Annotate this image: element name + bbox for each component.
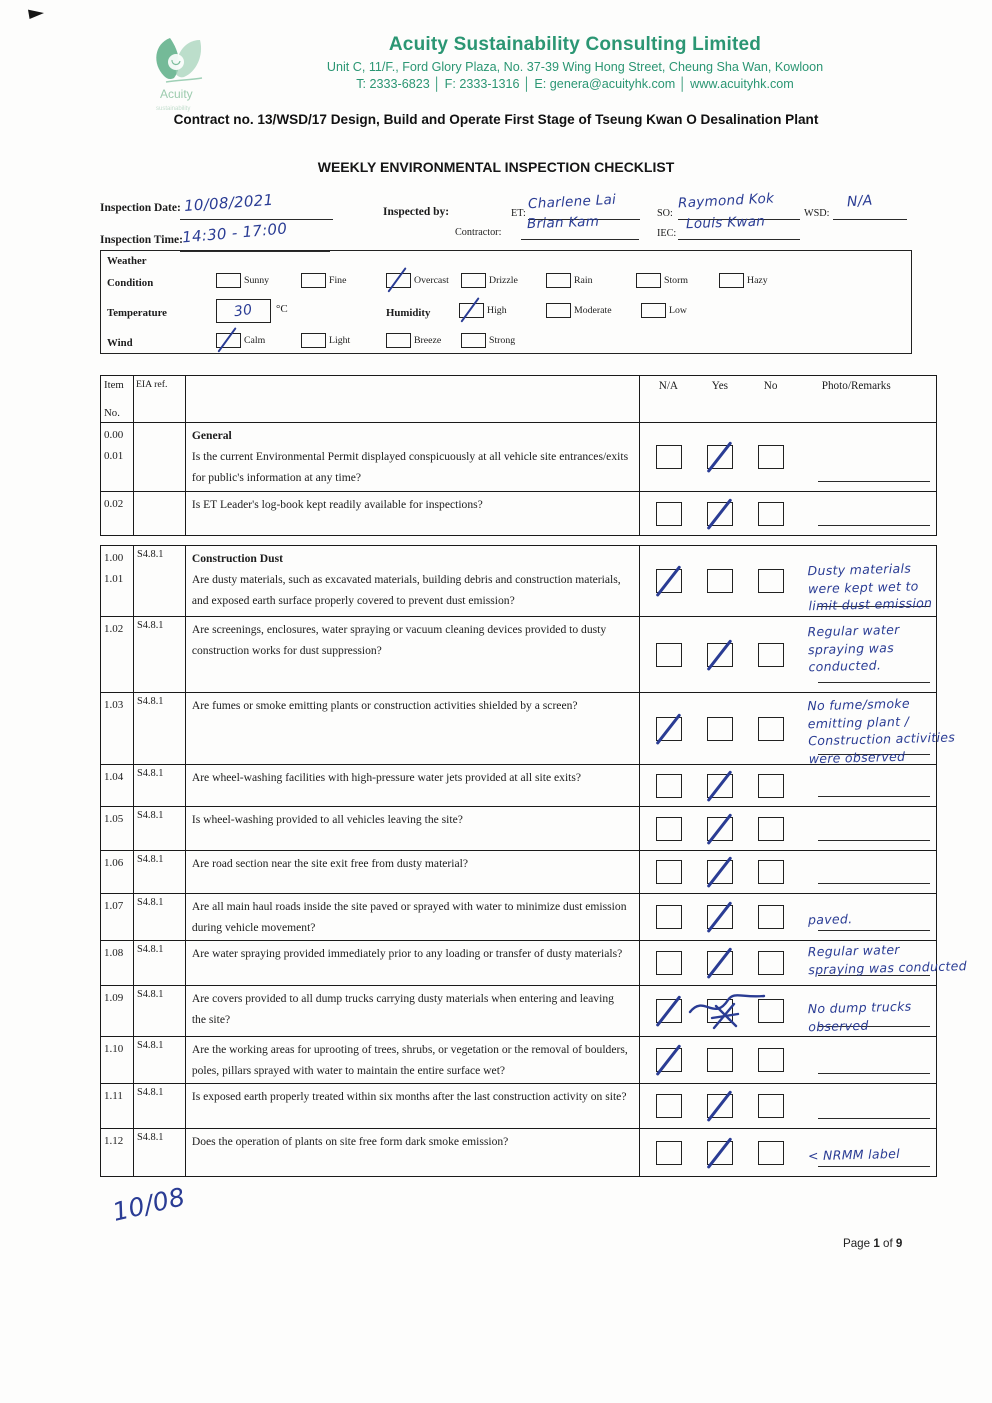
table-row bbox=[101, 616, 936, 692]
remark-line[interactable] bbox=[818, 796, 930, 797]
page-number bbox=[843, 1237, 902, 1250]
contractor-field[interactable] bbox=[521, 214, 639, 240]
question-text: Are all main haul roads inside the site paved or sprayed with water to minimize dust emission during vehicle movement? bbox=[191, 900, 627, 934]
na-checkbox[interactable] bbox=[656, 502, 682, 526]
humidity-checkbox-high[interactable] bbox=[459, 303, 484, 318]
no-checkbox[interactable] bbox=[758, 1094, 784, 1118]
yes-checkbox[interactable] bbox=[707, 1094, 733, 1118]
question-text: Is exposed earth properly treated within six months after the last construction activity on site? bbox=[191, 1090, 627, 1103]
condition-checkbox-overcast[interactable] bbox=[386, 273, 411, 288]
table-row bbox=[101, 546, 936, 616]
remark-line[interactable] bbox=[818, 840, 930, 841]
condition-option bbox=[301, 273, 346, 288]
handwritten-remark: Dusty materials were kept wet to limit dust emission bbox=[807, 560, 933, 614]
checklist-table-construction-dust bbox=[100, 545, 967, 1177]
condition-option-label: Drizzle bbox=[489, 275, 518, 286]
wind-checkbox-breeze[interactable] bbox=[386, 333, 411, 348]
description-cell bbox=[186, 1129, 640, 1176]
item-no: 1.09 bbox=[104, 992, 124, 1004]
eia-ref-cell: S4.8.1 bbox=[134, 617, 186, 692]
na-checkbox[interactable] bbox=[656, 1048, 682, 1072]
na-checkbox[interactable] bbox=[656, 817, 682, 841]
humidity-option bbox=[641, 303, 687, 318]
temperature-input[interactable] bbox=[216, 299, 271, 323]
header-item-no bbox=[101, 376, 134, 422]
humidity-option-label: Low bbox=[669, 305, 687, 316]
yes-checkbox[interactable] bbox=[707, 817, 733, 841]
description-cell bbox=[186, 492, 640, 535]
remark-line[interactable] bbox=[818, 481, 930, 482]
description-cell bbox=[186, 1084, 640, 1128]
table-row bbox=[101, 1128, 936, 1176]
item-no-cell bbox=[101, 894, 134, 940]
wind-option-label: Calm bbox=[244, 335, 266, 346]
wsd-field[interactable] bbox=[833, 193, 907, 220]
item-no: 1.03 bbox=[104, 699, 124, 711]
checks-cell bbox=[640, 1037, 936, 1083]
wind-option bbox=[386, 333, 441, 348]
description-cell bbox=[186, 807, 640, 850]
item-no: 1.00 bbox=[104, 552, 124, 564]
checks-cell bbox=[640, 546, 936, 616]
iec-field[interactable] bbox=[678, 214, 800, 240]
inspected-by-label: Inspected by: bbox=[383, 206, 450, 218]
question-text: Is wheel-washing provided to all vehicles leaving the site? bbox=[191, 813, 463, 826]
na-checkbox[interactable] bbox=[656, 999, 682, 1023]
page-prefix: Page bbox=[843, 1237, 871, 1250]
header-yes: Yes bbox=[711, 380, 729, 392]
wind-option-label: Breeze bbox=[414, 335, 442, 346]
iec-value: Louis Kwan bbox=[685, 213, 766, 233]
section-title: Construction Dust bbox=[191, 552, 283, 565]
table-row bbox=[101, 850, 936, 893]
eia-ref-cell: S4.8.1 bbox=[134, 546, 186, 616]
item-no: 1.10 bbox=[104, 1043, 124, 1055]
table-row bbox=[101, 764, 936, 806]
weather-section bbox=[100, 250, 912, 354]
remark-line[interactable] bbox=[818, 883, 930, 884]
so-value: Raymond Kok bbox=[677, 190, 775, 212]
condition-option-label: Hazy bbox=[747, 275, 768, 286]
eia-ref-cell: S4.8.1 bbox=[134, 1084, 186, 1128]
no-checkbox[interactable] bbox=[758, 1048, 784, 1072]
item-no: 1.12 bbox=[104, 1135, 124, 1147]
handwritten-remark: Regular water spraying was conducted bbox=[807, 941, 967, 977]
header-description bbox=[186, 376, 640, 422]
eia-ref-cell: S4.8.1 bbox=[134, 807, 186, 850]
temperature-label: Temperature bbox=[107, 307, 167, 319]
description-cell bbox=[186, 1037, 640, 1083]
scan-artifact bbox=[28, 8, 44, 19]
no-checkbox[interactable] bbox=[758, 817, 784, 841]
wind-option-label: Strong bbox=[489, 335, 516, 346]
no-checkbox[interactable] bbox=[758, 774, 784, 798]
inspection-time-value: 14:30 - 17:00 bbox=[181, 219, 288, 247]
eia-ref-cell: S4.8.1 bbox=[134, 1037, 186, 1083]
item-no-cell bbox=[101, 1129, 134, 1176]
header-na: N/A bbox=[658, 380, 679, 392]
condition-checkbox-rain[interactable] bbox=[546, 273, 571, 288]
eia-ref-cell bbox=[134, 492, 186, 535]
yes-checkbox[interactable] bbox=[707, 951, 733, 975]
item-no-cell bbox=[101, 851, 134, 893]
condition-label: Condition bbox=[107, 277, 154, 289]
humidity-option bbox=[546, 303, 612, 318]
eia-ref-cell bbox=[134, 423, 186, 491]
item-no: 1.02 bbox=[104, 623, 124, 635]
wind-option-label: Light bbox=[329, 335, 351, 346]
item-no-cell bbox=[101, 986, 134, 1036]
handwritten-remark: < NRMM label bbox=[807, 1145, 900, 1164]
humidity-checkbox-low[interactable] bbox=[641, 303, 666, 318]
inspection-date-label: Inspection Date: bbox=[100, 202, 181, 214]
table-row bbox=[101, 940, 967, 985]
remark-line[interactable] bbox=[818, 1166, 930, 1167]
contractor-value: Brian Kam bbox=[526, 213, 600, 233]
wsd-label: WSD: bbox=[804, 208, 830, 219]
question-text: Are wheel-washing facilities with high-pressure water jets provided at all site exits? bbox=[191, 771, 582, 784]
wind-checkbox-light[interactable] bbox=[301, 333, 326, 348]
description-cell bbox=[186, 941, 640, 985]
inspection-date-value: 10/08/2021 bbox=[183, 190, 274, 215]
eia-ref-cell: S4.8.1 bbox=[134, 1129, 186, 1176]
question-text: Are fumes or smoke emitting plants or construction activities shielded by a screen? bbox=[191, 699, 578, 712]
header-no: No bbox=[763, 380, 778, 392]
checks-cell bbox=[640, 851, 936, 893]
condition-option bbox=[546, 273, 593, 288]
condition-option-label: Overcast bbox=[414, 275, 449, 286]
item-no: 0.00 bbox=[104, 429, 124, 441]
checks-cell bbox=[640, 807, 936, 850]
item-no-cell bbox=[101, 1084, 134, 1128]
table-row bbox=[101, 893, 936, 940]
et-label: ET: bbox=[511, 208, 526, 219]
checks-cell bbox=[640, 986, 936, 1036]
item-no-2: 1.01 bbox=[104, 573, 124, 585]
wind-label: Wind bbox=[107, 337, 133, 349]
condition-option-label: Storm bbox=[664, 275, 688, 286]
no-checkbox[interactable] bbox=[758, 445, 784, 469]
na-checkbox[interactable] bbox=[656, 905, 682, 929]
remark-line[interactable] bbox=[818, 1073, 930, 1074]
question-text: Are water spraying provided immediately prior to any loading or transfer of dusty materials? bbox=[191, 947, 623, 960]
scribble-mark bbox=[688, 988, 768, 1038]
humidity-option-label: Moderate bbox=[574, 305, 612, 316]
yes-checkbox[interactable] bbox=[707, 445, 733, 469]
na-checkbox[interactable] bbox=[656, 445, 682, 469]
yes-checkbox[interactable] bbox=[707, 1048, 733, 1072]
checks-cell bbox=[640, 765, 936, 806]
condition-option bbox=[461, 273, 518, 288]
yes-checkbox[interactable] bbox=[707, 643, 733, 667]
acuity-leaf-logo bbox=[146, 30, 220, 114]
table-row bbox=[101, 1083, 936, 1128]
condition-checkbox-sunny[interactable] bbox=[216, 273, 241, 288]
humidity-label: Humidity bbox=[386, 307, 431, 319]
company-logo bbox=[146, 30, 220, 114]
company-address: Unit C, 11/F., Ford Glory Plaza, No. 37-39 Wing Hong Street, Cheung Sha Wan, Kowloon bbox=[326, 60, 824, 74]
condition-option-label: Fine bbox=[329, 275, 347, 286]
eia-ref-cell: S4.8.1 bbox=[134, 941, 186, 985]
header-checks bbox=[640, 376, 936, 422]
condition-checkbox-hazy[interactable] bbox=[719, 273, 744, 288]
header-item-line2: No. bbox=[104, 407, 120, 419]
handwritten-remark: paved. bbox=[807, 911, 853, 928]
item-no: 1.04 bbox=[104, 771, 124, 783]
remark-line[interactable] bbox=[818, 525, 930, 526]
na-checkbox[interactable] bbox=[656, 860, 682, 884]
condition-option-label: Sunny bbox=[244, 275, 270, 286]
no-checkbox[interactable] bbox=[758, 860, 784, 884]
na-checkbox[interactable] bbox=[656, 774, 682, 798]
table-row bbox=[101, 806, 936, 850]
question-text: Are the working areas for uprooting of trees, shrubs, or vegetation or the removal of boulders, poles, pillars sprayed with water to maintain the entire surface wet? bbox=[191, 1043, 628, 1077]
section-title: General bbox=[191, 429, 232, 442]
wind-checkbox-strong[interactable] bbox=[461, 333, 486, 348]
logo-subtext: sustainability bbox=[156, 106, 191, 112]
handwritten-date-note: 10/08 bbox=[109, 1182, 188, 1227]
inspection-date-field[interactable] bbox=[180, 190, 333, 220]
checks-cell bbox=[640, 617, 936, 692]
handwritten-remark: Regular water spraying was conducted. bbox=[807, 621, 900, 675]
description-cell bbox=[186, 693, 640, 764]
no-checkbox[interactable] bbox=[758, 502, 784, 526]
page-of: of bbox=[883, 1237, 893, 1250]
na-checkbox[interactable] bbox=[656, 569, 682, 593]
yes-checkbox[interactable] bbox=[707, 569, 733, 593]
inspection-time-label: Inspection Time: bbox=[100, 234, 183, 246]
na-checkbox[interactable] bbox=[656, 717, 682, 741]
question-text: Are dusty materials, such as excavated materials, building debris and construction materials, and exposed earth surface properly covered to prevent dust emission? bbox=[191, 573, 621, 607]
remark-line[interactable] bbox=[818, 1118, 930, 1119]
condition-option bbox=[216, 273, 269, 288]
header-eia-ref: EIA ref. bbox=[134, 376, 186, 422]
remark-line[interactable] bbox=[818, 682, 930, 683]
item-no: 1.06 bbox=[104, 857, 124, 869]
wsd-value: N/A bbox=[846, 192, 874, 211]
company-name: Acuity Sustainability Consulting Limited bbox=[388, 34, 762, 55]
item-no-cell bbox=[101, 941, 134, 985]
condition-checkbox-storm[interactable] bbox=[636, 273, 661, 288]
checks-cell bbox=[640, 941, 967, 985]
description-cell bbox=[186, 617, 640, 692]
na-checkbox[interactable] bbox=[656, 951, 682, 975]
humidity-option-label: High bbox=[487, 305, 507, 316]
header-item-line1: Item bbox=[104, 379, 124, 391]
question-text: Is ET Leader's log-book kept readily available for inspections? bbox=[191, 498, 483, 511]
handwritten-remark: No dump trucks observed bbox=[807, 998, 912, 1034]
table-row bbox=[101, 422, 936, 491]
eia-ref-cell: S4.8.1 bbox=[134, 986, 186, 1036]
table-row bbox=[101, 692, 955, 766]
condition-option-label: Rain bbox=[574, 275, 593, 286]
no-checkbox[interactable] bbox=[758, 951, 784, 975]
contract-line: Contract no. 13/WSD/17 Design, Build and Operate First Stage of Tseung Kwan O Desalination Plant bbox=[173, 112, 819, 127]
handwritten-remark: No fume/smoke emitting plant / Construction activities were observed bbox=[806, 695, 955, 766]
checks-cell bbox=[640, 693, 955, 766]
page-current: 1 bbox=[873, 1237, 880, 1250]
header-photo-remarks: Photo/Remarks bbox=[821, 380, 891, 392]
question-text: Are screenings, enclosures, water spraying or vacuum cleaning devices provided to dusty construction works for dust suppression? bbox=[191, 623, 607, 657]
temperature-unit: °C bbox=[276, 303, 288, 315]
checks-cell bbox=[640, 1129, 936, 1176]
wind-option bbox=[461, 333, 515, 348]
condition-checkbox-drizzle[interactable] bbox=[461, 273, 486, 288]
item-no-cell bbox=[101, 765, 134, 806]
eia-ref-cell: S4.8.1 bbox=[134, 894, 186, 940]
description-cell bbox=[186, 765, 640, 806]
item-no-cell bbox=[101, 546, 134, 616]
no-checkbox[interactable] bbox=[758, 569, 784, 593]
no-checkbox[interactable] bbox=[758, 905, 784, 929]
logo-text: Acuity bbox=[160, 87, 193, 101]
weather-label: Weather bbox=[107, 255, 147, 267]
question-text: Are covers provided to all dump trucks carrying dusty materials when entering and leaving the site? bbox=[191, 992, 614, 1026]
page-title: WEEKLY ENVIRONMENTAL INSPECTION CHECKLIST bbox=[317, 159, 675, 175]
yes-checkbox[interactable] bbox=[707, 502, 733, 526]
yes-checkbox[interactable] bbox=[707, 905, 733, 929]
item-no-2: 0.01 bbox=[104, 450, 124, 462]
page-total: 9 bbox=[895, 1237, 903, 1250]
eia-ref-cell: S4.8.1 bbox=[134, 765, 186, 806]
iec-label: IEC: bbox=[657, 228, 677, 239]
question-text: Is the current Environmental Permit displayed conspicuously at all vehicle site entrances/exits for public's information at any time? bbox=[191, 450, 629, 484]
condition-option bbox=[386, 273, 449, 288]
na-checkbox[interactable] bbox=[656, 643, 682, 667]
checklist-table-general bbox=[100, 375, 937, 536]
no-checkbox[interactable] bbox=[758, 643, 784, 667]
table-header-row bbox=[101, 376, 936, 422]
item-no-cell bbox=[101, 693, 134, 764]
item-no: 0.02 bbox=[104, 498, 124, 510]
contractor-label: Contractor: bbox=[455, 227, 502, 238]
table-row bbox=[101, 491, 936, 535]
question-text: Does the operation of plants on site free form dark smoke emission? bbox=[191, 1135, 509, 1148]
item-no-cell bbox=[101, 617, 134, 692]
condition-option bbox=[719, 273, 768, 288]
temperature-value: 30 bbox=[233, 301, 254, 321]
item-no: 1.07 bbox=[104, 900, 124, 912]
item-no-cell bbox=[101, 492, 134, 535]
no-checkbox[interactable] bbox=[758, 717, 784, 741]
table-row bbox=[101, 985, 936, 1036]
company-contact: T: 2333-6823 │ F: 2333-1316 │ E: genera@acuityhk.com │ www.acuityhk.com bbox=[356, 77, 794, 91]
so-label: SO: bbox=[657, 208, 673, 219]
et-value: Charlene Lai bbox=[527, 191, 617, 213]
yes-checkbox[interactable] bbox=[707, 999, 733, 1023]
wind-option bbox=[301, 333, 350, 348]
item-no-cell bbox=[101, 1037, 134, 1083]
table-row bbox=[101, 1036, 936, 1083]
eia-ref-cell: S4.8.1 bbox=[134, 693, 186, 764]
eia-ref-cell: S4.8.1 bbox=[134, 851, 186, 893]
yes-checkbox[interactable] bbox=[707, 774, 733, 798]
no-checkbox[interactable] bbox=[758, 1141, 784, 1165]
na-checkbox[interactable] bbox=[656, 1094, 682, 1118]
company-header bbox=[270, 34, 880, 91]
wind-checkbox-calm[interactable] bbox=[216, 333, 241, 348]
remark-line[interactable] bbox=[818, 930, 930, 931]
yes-checkbox[interactable] bbox=[707, 717, 733, 741]
description-cell bbox=[186, 546, 640, 616]
humidity-checkbox-moderate[interactable] bbox=[546, 303, 571, 318]
question-text: Are road section near the site exit free from dusty material? bbox=[191, 857, 469, 870]
description-cell bbox=[186, 986, 640, 1036]
checks-cell bbox=[640, 1084, 936, 1128]
description-cell bbox=[186, 894, 640, 940]
condition-checkbox-fine[interactable] bbox=[301, 273, 326, 288]
humidity-option bbox=[459, 303, 507, 318]
condition-option bbox=[636, 273, 688, 288]
item-no-cell bbox=[101, 423, 134, 491]
item-no: 1.08 bbox=[104, 947, 124, 959]
checks-cell bbox=[640, 423, 936, 491]
wind-option bbox=[216, 333, 265, 348]
item-no-cell bbox=[101, 807, 134, 850]
item-no: 1.05 bbox=[104, 813, 124, 825]
yes-checkbox[interactable] bbox=[707, 1141, 733, 1165]
yes-checkbox[interactable] bbox=[707, 860, 733, 884]
checks-cell bbox=[640, 894, 936, 940]
checks-cell bbox=[640, 492, 936, 535]
description-cell bbox=[186, 851, 640, 893]
na-checkbox[interactable] bbox=[656, 1141, 682, 1165]
item-no: 1.11 bbox=[104, 1090, 123, 1102]
inspection-time-field[interactable] bbox=[180, 219, 330, 252]
description-cell bbox=[186, 423, 640, 491]
